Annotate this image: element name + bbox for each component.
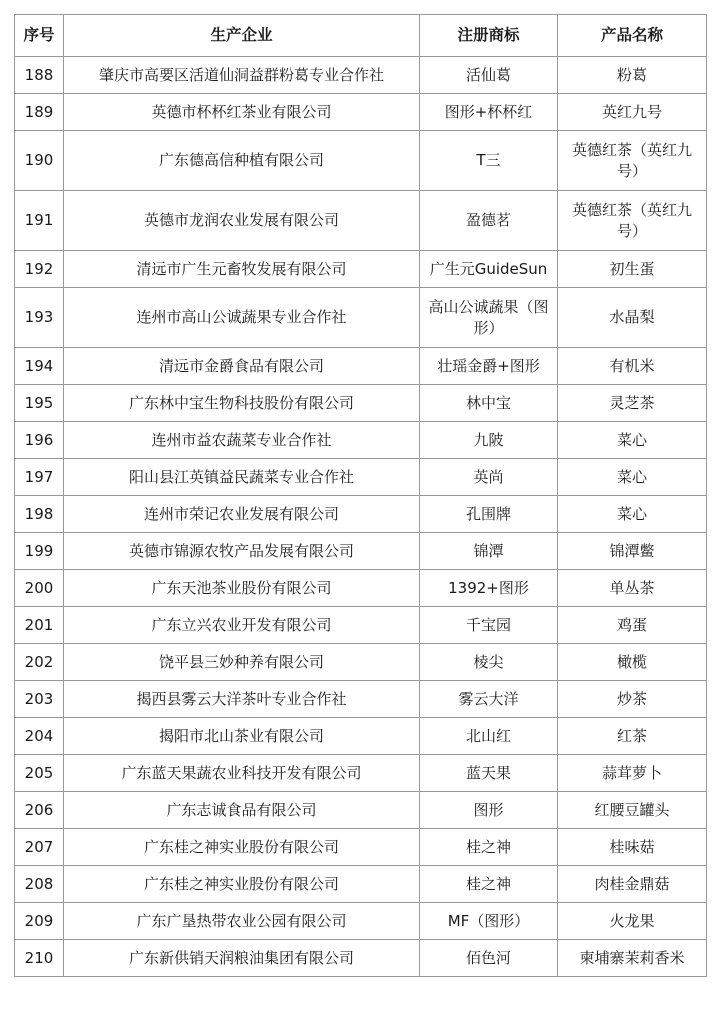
row-company: 广东德高信种植有限公司 (64, 131, 420, 191)
row-company: 揭阳市北山茶业有限公司 (64, 718, 420, 755)
table-row (15, 348, 707, 385)
row-product: 红茶 (558, 718, 707, 755)
row-company: 肇庆市高要区活道仙洞益群粉葛专业合作社 (64, 57, 420, 94)
row-trademark: 千宝园 (420, 607, 558, 644)
row-company: 阳山县江英镇益民蔬菜专业合作社 (64, 459, 420, 496)
row-product: 菜心 (558, 422, 707, 459)
row-company: 英德市龙润农业发展有限公司 (64, 191, 420, 251)
table-row (15, 288, 707, 348)
row-trademark: 九陂 (420, 422, 558, 459)
table-row (15, 94, 707, 131)
row-product: 桂味菇 (558, 829, 707, 866)
row-trademark: T三 (420, 131, 558, 191)
row-trademark: 活仙葛 (420, 57, 558, 94)
row-serial-number: 205 (15, 755, 64, 792)
table-row (15, 422, 707, 459)
row-trademark: 广生元GuideSun (420, 251, 558, 288)
row-serial-number: 203 (15, 681, 64, 718)
row-product: 火龙果 (558, 903, 707, 940)
row-trademark: 盈德茗 (420, 191, 558, 251)
row-trademark: 孔围牌 (420, 496, 558, 533)
row-company: 连州市高山公诚蔬果专业合作社 (64, 288, 420, 348)
row-company: 英德市杯杯红茶业有限公司 (64, 94, 420, 131)
product-registry-table (14, 14, 707, 977)
row-serial-number: 202 (15, 644, 64, 681)
row-trademark: 北山红 (420, 718, 558, 755)
row-product: 红腰豆罐头 (558, 792, 707, 829)
row-serial-number: 191 (15, 191, 64, 251)
row-company: 清远市金爵食品有限公司 (64, 348, 420, 385)
row-product: 英红九号 (558, 94, 707, 131)
row-company: 广东桂之神实业股份有限公司 (64, 866, 420, 903)
row-company: 连州市益农蔬菜专业合作社 (64, 422, 420, 459)
row-trademark: 图形+杯杯红 (420, 94, 558, 131)
row-product: 菜心 (558, 459, 707, 496)
row-product: 粉葛 (558, 57, 707, 94)
row-serial-number: 209 (15, 903, 64, 940)
row-product: 菜心 (558, 496, 707, 533)
row-company: 广东广垦热带农业公园有限公司 (64, 903, 420, 940)
row-company: 连州市荣记农业发展有限公司 (64, 496, 420, 533)
row-product: 水晶梨 (558, 288, 707, 348)
row-serial-number: 206 (15, 792, 64, 829)
row-serial-number: 196 (15, 422, 64, 459)
row-product: 鸡蛋 (558, 607, 707, 644)
row-trademark: 桂之神 (420, 866, 558, 903)
table-row (15, 755, 707, 792)
row-trademark: 桂之神 (420, 829, 558, 866)
table-row (15, 940, 707, 977)
row-product: 灵芝茶 (558, 385, 707, 422)
row-company: 广东志诚食品有限公司 (64, 792, 420, 829)
table-row (15, 718, 707, 755)
header-company: 生产企业 (64, 15, 420, 57)
row-serial-number: 194 (15, 348, 64, 385)
table-row (15, 385, 707, 422)
row-serial-number: 207 (15, 829, 64, 866)
row-trademark: 佰色河 (420, 940, 558, 977)
table-row (15, 459, 707, 496)
row-serial-number: 204 (15, 718, 64, 755)
row-serial-number: 190 (15, 131, 64, 191)
row-trademark: 壮瑶金爵+图形 (420, 348, 558, 385)
row-serial-number: 193 (15, 288, 64, 348)
table-row (15, 792, 707, 829)
row-trademark: 蓝天果 (420, 755, 558, 792)
row-product: 锦潭鳖 (558, 533, 707, 570)
table-row (15, 533, 707, 570)
table-row (15, 903, 707, 940)
row-product: 柬埔寨茉莉香米 (558, 940, 707, 977)
row-product: 肉桂金鼎菇 (558, 866, 707, 903)
table-header-row (15, 15, 707, 57)
row-product: 英德红茶（英红九号） (558, 191, 707, 251)
row-trademark: 英尚 (420, 459, 558, 496)
table-row (15, 131, 707, 191)
table-row (15, 191, 707, 251)
row-trademark: 1392+图形 (420, 570, 558, 607)
table-row (15, 57, 707, 94)
row-serial-number: 195 (15, 385, 64, 422)
row-serial-number: 192 (15, 251, 64, 288)
table-row (15, 607, 707, 644)
row-product: 初生蛋 (558, 251, 707, 288)
table-row (15, 866, 707, 903)
row-company: 英德市锦源农牧产品发展有限公司 (64, 533, 420, 570)
row-product: 有机米 (558, 348, 707, 385)
row-serial-number: 199 (15, 533, 64, 570)
table-row (15, 251, 707, 288)
row-product: 蒜茸萝卜 (558, 755, 707, 792)
row-company: 广东天池茶业股份有限公司 (64, 570, 420, 607)
row-trademark: 高山公诚蔬果（图形） (420, 288, 558, 348)
row-serial-number: 188 (15, 57, 64, 94)
row-serial-number: 197 (15, 459, 64, 496)
row-trademark: 图形 (420, 792, 558, 829)
row-trademark: MF（图形） (420, 903, 558, 940)
row-company: 清远市广生元畜牧发展有限公司 (64, 251, 420, 288)
row-company: 广东桂之神实业股份有限公司 (64, 829, 420, 866)
row-company: 揭西县雾云大洋茶叶专业合作社 (64, 681, 420, 718)
header-trademark: 注册商标 (420, 15, 558, 57)
row-serial-number: 208 (15, 866, 64, 903)
row-serial-number: 189 (15, 94, 64, 131)
header-product: 产品名称 (558, 15, 707, 57)
row-product: 橄榄 (558, 644, 707, 681)
table-row (15, 829, 707, 866)
row-company: 广东立兴农业开发有限公司 (64, 607, 420, 644)
row-serial-number: 198 (15, 496, 64, 533)
table-row (15, 496, 707, 533)
table-row (15, 644, 707, 681)
row-serial-number: 210 (15, 940, 64, 977)
row-product: 炒茶 (558, 681, 707, 718)
table-body (15, 57, 707, 977)
table-row (15, 570, 707, 607)
row-company: 广东蓝天果蔬农业科技开发有限公司 (64, 755, 420, 792)
table-row (15, 681, 707, 718)
row-company: 广东林中宝生物科技股份有限公司 (64, 385, 420, 422)
header-serial-number: 序号 (15, 15, 64, 57)
row-trademark: 锦潭 (420, 533, 558, 570)
row-trademark: 雾云大洋 (420, 681, 558, 718)
row-trademark: 棱尖 (420, 644, 558, 681)
row-product: 英德红茶（英红九号） (558, 131, 707, 191)
row-company: 饶平县三妙种养有限公司 (64, 644, 420, 681)
row-serial-number: 201 (15, 607, 64, 644)
row-serial-number: 200 (15, 570, 64, 607)
row-company: 广东新供销天润粮油集团有限公司 (64, 940, 420, 977)
row-product: 单丛茶 (558, 570, 707, 607)
row-trademark: 林中宝 (420, 385, 558, 422)
